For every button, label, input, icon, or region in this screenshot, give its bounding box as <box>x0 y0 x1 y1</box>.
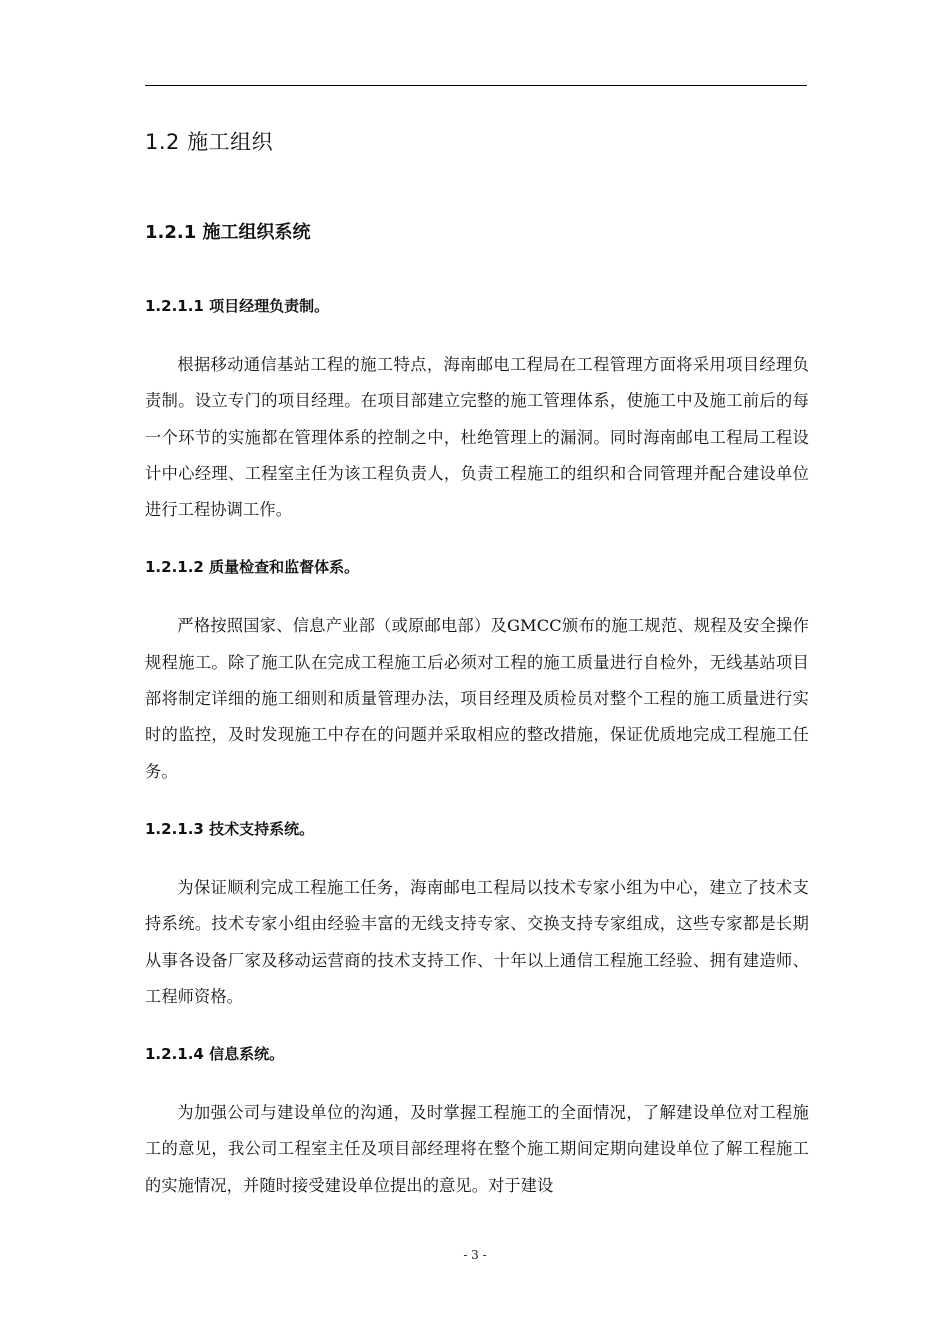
section-heading: 1.2 施工组织 <box>145 130 274 154</box>
item-body-technical-support: 为保证顺利完成工程施工任务，海南邮电工程局以技术专家小组为中心，建立了技术支持系统。技术专家小组由经验丰富的无线支持专家、交换支持专家组成，这些专家都是长期从事各设备厂家及移动运营商的技术支持工作、十年以上通信工程施工经验、拥有建造师、工程师资格。 <box>145 877 809 1006</box>
page-number: - 3 - <box>463 1248 487 1262</box>
item-heading-technical-support: 1.2.1.3 技术支持系统。 <box>145 819 315 838</box>
item-body-project-manager: 根据移动通信基站工程的施工特点，海南邮电工程局在工程管理方面将采用项目经理负责制。设立专门的项目经理。在项目部建立完整的施工管理体系，使施工中及施工前后的每一个环节的实施都在管理体系的控制之中，杜绝管理上的漏洞。同时海南邮电工程局工程设计中心经理、工程室主任为该工程负责人，负责工程施工的组织和合同管理并配合建设单位进行工程协调工作。 <box>145 355 809 520</box>
item-heading-information-system: 1.2.1.4 信息系统。 <box>145 1045 285 1064</box>
subsection-heading: 1.2.1 施工组织系统 <box>145 222 311 243</box>
item-body-information-system: 为加强公司与建设单位的沟通，及时掌握工程施工的全面情况，了解建设单位对工程施工的意见，我公司工程室主任及项目部经理将在整个施工期间定期向建设单位了解工程施工的实施情况，并随时接受建设单位提出的意见。对于建设 <box>145 1103 809 1195</box>
header-rule <box>145 85 807 86</box>
item-heading-quality-inspection: 1.2.1.2 质量检查和监督体系。 <box>145 558 360 577</box>
page-content <box>145 124 809 1204</box>
item-heading-project-manager: 1.2.1.1 项目经理负责制。 <box>145 297 330 315</box>
item-body-quality-inspection: 严格按照国家、信息产业部（或原邮电部）及GMCC颁布的施工规范、规程及安全操作规程施工。除了施工队在完成工程施工后必须对工程的施工质量进行自检外，无线基站项目部将制定详细的施工细则和质量管理办法，项目经理及质检员对整个工程的施工质量进行实时的监控，及时发现施工中存在的问题并采取相应的整改措施，保证优质地完成工程施工任务。 <box>145 616 809 781</box>
